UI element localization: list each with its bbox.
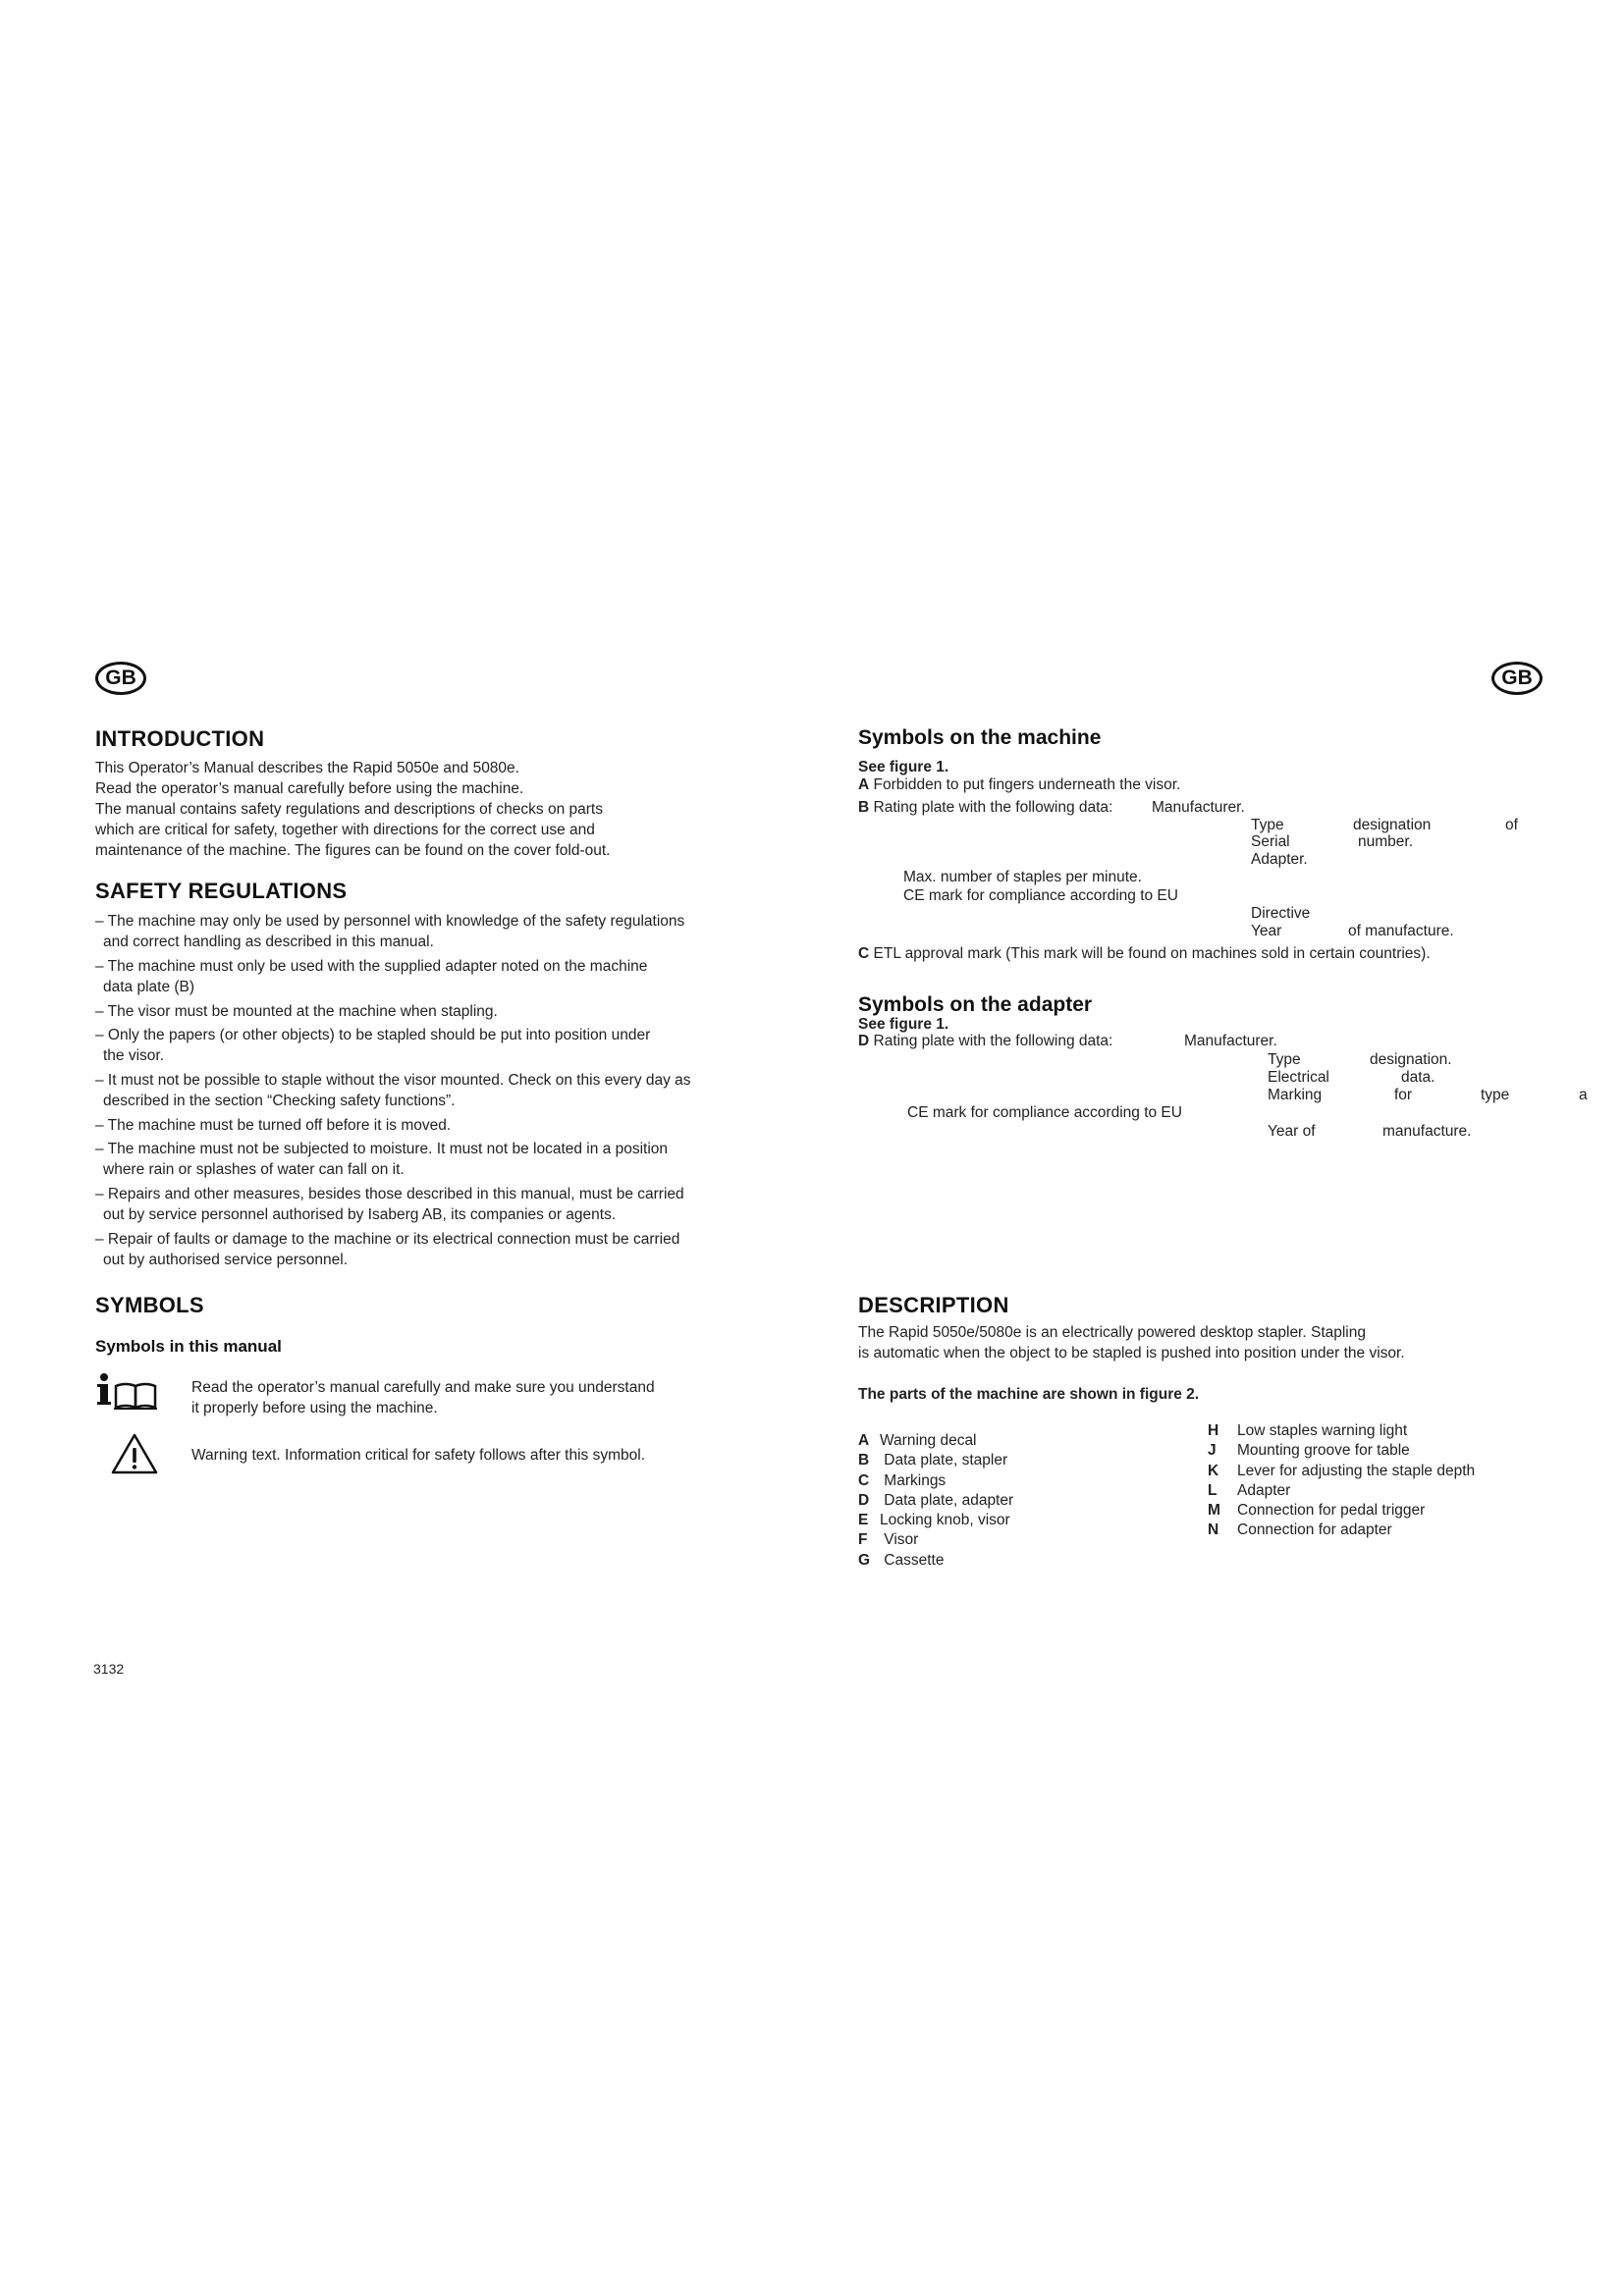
safety-item-line: – The machine may only be used by personnel with knowledge of the safety regulations xyxy=(95,913,685,930)
machine-number: number. xyxy=(1358,833,1414,850)
adapter-type2: type xyxy=(1481,1087,1510,1103)
part-letter: F xyxy=(858,1531,868,1549)
adapter-type: Type xyxy=(1268,1051,1301,1068)
parts-heading: The parts of the machine are shown in figure 2. xyxy=(858,1386,1200,1403)
safety-item-line: – The machine must not be subjected to moisture. It must not be located in a position xyxy=(95,1141,669,1157)
adapter-electrical: Electrical xyxy=(1268,1069,1329,1086)
machine-symbols-heading: Symbols on the machine xyxy=(858,726,1102,749)
adapter-a: a xyxy=(1579,1087,1588,1103)
adapter-manufacturer: Manufacturer. xyxy=(1184,1033,1277,1049)
part-letter: B xyxy=(858,1452,870,1469)
parts-list-right xyxy=(1208,1421,1475,1541)
language-badge-left: GB xyxy=(95,662,146,695)
safety-item-line: – The machine must be turned off before it is moved. xyxy=(95,1117,452,1134)
description-line: is automatic when the object to be stapled is pushed into position under the visor. xyxy=(858,1345,1405,1362)
adapter-manufacture: manufacture. xyxy=(1382,1123,1472,1140)
part-letter: A xyxy=(858,1432,870,1449)
part-letter: N xyxy=(1208,1522,1219,1539)
manual-symbol-text xyxy=(191,1377,655,1418)
part-label: Lever for adjusting the staple depth xyxy=(1237,1462,1476,1479)
list-item xyxy=(1208,1481,1475,1501)
machine-item-c xyxy=(858,943,1431,964)
item-letter: B xyxy=(858,799,870,816)
safety-item xyxy=(95,1229,679,1270)
safety-item-line: out by service personnel authorised by Isaberg AB, its companies or agents. xyxy=(103,1206,617,1223)
parts-list-left xyxy=(858,1431,1013,1571)
item-text: Forbidden to put fingers underneath the visor. xyxy=(873,776,1181,793)
part-label: Mounting groove for table xyxy=(1237,1442,1410,1460)
list-item xyxy=(858,1511,1013,1530)
item-letter: A xyxy=(858,776,870,793)
list-item xyxy=(858,1530,1013,1550)
machine-designation: designation xyxy=(1353,817,1432,833)
machine-max-staples: Max. number of staples per minute. xyxy=(903,869,1142,885)
description-line: The Rapid 5050e/5080e is an electrically powered desktop stapler. Stapling xyxy=(858,1324,1366,1341)
item-text: Rating plate with the following data: xyxy=(873,1033,1113,1049)
warning-icon xyxy=(110,1432,159,1475)
adapter-for: for xyxy=(1394,1087,1413,1103)
part-letter: D xyxy=(858,1491,870,1509)
machine-year: Year xyxy=(1251,923,1282,939)
list-item xyxy=(858,1451,1013,1470)
page-number: 3132 xyxy=(93,1661,125,1677)
adapter-ce-mark: CE mark for compliance according to EU xyxy=(907,1104,1182,1121)
part-label: Data plate, stapler xyxy=(880,1452,1008,1469)
part-label: Connection for adapter xyxy=(1237,1522,1392,1539)
safety-item xyxy=(95,1184,684,1225)
safety-item-line: and correct handling as described in this manual. xyxy=(103,934,434,950)
safety-item-line: where rain or splashes of water can fall on it. xyxy=(103,1161,405,1178)
part-label: Cassette xyxy=(880,1551,945,1569)
intro-line: Read the operator’s manual carefully before using the machine. xyxy=(95,780,524,797)
part-label: Markings xyxy=(880,1471,947,1489)
adapter-item-d xyxy=(858,1031,1112,1051)
safety-item xyxy=(95,1025,650,1066)
item-letter: C xyxy=(858,945,870,962)
safety-item xyxy=(95,1139,668,1180)
list-item xyxy=(858,1551,1013,1571)
part-label: Adapter xyxy=(1237,1481,1291,1499)
safety-item xyxy=(95,911,684,952)
description-text xyxy=(858,1322,1405,1363)
part-letter: G xyxy=(858,1551,871,1569)
part-label: Warning decal xyxy=(880,1432,977,1449)
intro-heading: INTRODUCTION xyxy=(95,726,265,751)
item-text: ETL approval mark (This mark will be found on machines sold in certain countries). xyxy=(873,945,1431,962)
machine-item-b xyxy=(858,797,1112,818)
description-heading: DESCRIPTION xyxy=(858,1293,1009,1317)
part-label: Visor xyxy=(880,1531,919,1549)
part-letter: K xyxy=(1208,1462,1219,1479)
machine-of: of xyxy=(1505,817,1518,833)
adapter-data: data. xyxy=(1401,1069,1435,1086)
safety-item xyxy=(95,956,647,997)
safety-item-line: data plate (B) xyxy=(103,979,195,995)
safety-item-line: the visor. xyxy=(103,1047,165,1064)
adapter-year-of: Year of xyxy=(1268,1123,1316,1140)
safety-item xyxy=(95,1070,691,1111)
list-item xyxy=(1208,1521,1475,1540)
safety-item-line: – Repair of faults or damage to the machine or its electrical connection must be carried xyxy=(95,1231,680,1248)
part-letter: M xyxy=(1208,1502,1220,1520)
language-badge-right: GB xyxy=(1491,662,1543,695)
part-label: Connection for pedal trigger xyxy=(1237,1502,1426,1520)
machine-see-figure: See figure 1. xyxy=(858,759,949,775)
part-letter: J xyxy=(1208,1442,1217,1460)
read-manual-icon xyxy=(96,1372,157,1412)
part-letter: L xyxy=(1208,1481,1218,1499)
adapter-marking: Marking xyxy=(1268,1087,1323,1103)
safety-item-line: described in the section “Checking safety functions”. xyxy=(103,1093,456,1109)
machine-serial: Serial xyxy=(1251,833,1290,850)
item-text: Rating plate with the following data: xyxy=(873,799,1113,816)
part-letter: E xyxy=(858,1512,869,1529)
part-letter: H xyxy=(1208,1422,1219,1439)
machine-type: Type xyxy=(1251,817,1284,833)
list-item xyxy=(1208,1501,1475,1521)
intro-line: maintenance of the machine. The figures can be found on the cover fold-out. xyxy=(95,842,611,859)
intro-text xyxy=(95,758,610,861)
adapter-see-figure: See figure 1. xyxy=(858,1016,949,1033)
safety-item-line: – The machine must only be used with the supplied adapter noted on the machine xyxy=(95,958,648,975)
list-item xyxy=(1208,1441,1475,1461)
adapter-designation: designation. xyxy=(1370,1051,1452,1068)
warning-symbol-text: Warning text. Information critical for safety follows after this symbol. xyxy=(191,1447,646,1464)
manual-symbol-line: Read the operator’s manual carefully and make sure you understand xyxy=(191,1379,655,1396)
safety-item-line: – Only the papers (or other objects) to be stapled should be put into position under xyxy=(95,1027,651,1043)
machine-ce-mark: CE mark for compliance according to EU xyxy=(903,887,1178,904)
part-label: Locking knob, visor xyxy=(880,1512,1010,1529)
part-letter: C xyxy=(858,1471,870,1489)
part-label: Data plate, adapter xyxy=(880,1491,1014,1509)
safety-heading: SAFETY REGULATIONS xyxy=(95,879,348,903)
safety-item-line: – Repairs and other measures, besides those described in this manual, must be carried xyxy=(95,1186,684,1202)
list-item xyxy=(858,1471,1013,1491)
machine-manufacturer: Manufacturer. xyxy=(1152,799,1245,816)
safety-item xyxy=(95,1115,451,1136)
machine-adapter: Adapter. xyxy=(1251,851,1308,868)
machine-item-a xyxy=(858,774,1180,795)
manual-symbol-line: it properly before using the machine. xyxy=(191,1400,438,1416)
list-item xyxy=(858,1431,1013,1451)
list-item xyxy=(858,1491,1013,1511)
list-item xyxy=(1208,1462,1475,1481)
safety-item-line: out by authorised service personnel. xyxy=(103,1252,349,1268)
safety-item xyxy=(95,1001,498,1022)
symbols-subheading: Symbols in this manual xyxy=(95,1337,282,1356)
list-item xyxy=(1208,1421,1475,1441)
adapter-symbols-heading: Symbols on the adapter xyxy=(858,993,1093,1016)
intro-line: This Operator’s Manual describes the Rapid 5050e and 5080e. xyxy=(95,760,519,776)
intro-line: The manual contains safety regulations and descriptions of checks on parts xyxy=(95,801,603,818)
symbols-heading: SYMBOLS xyxy=(95,1293,204,1317)
machine-directive: Directive xyxy=(1251,905,1311,922)
safety-item-line: – It must not be possible to staple without the visor mounted. Check on this every day as xyxy=(95,1072,691,1089)
part-label: Low staples warning light xyxy=(1237,1422,1408,1439)
item-letter: D xyxy=(858,1033,870,1049)
safety-item-line: – The visor must be mounted at the machine when stapling. xyxy=(95,1003,498,1020)
intro-line: which are critical for safety, together with directions for the correct use and xyxy=(95,822,595,838)
machine-of-manufacture: of manufacture. xyxy=(1348,923,1454,939)
